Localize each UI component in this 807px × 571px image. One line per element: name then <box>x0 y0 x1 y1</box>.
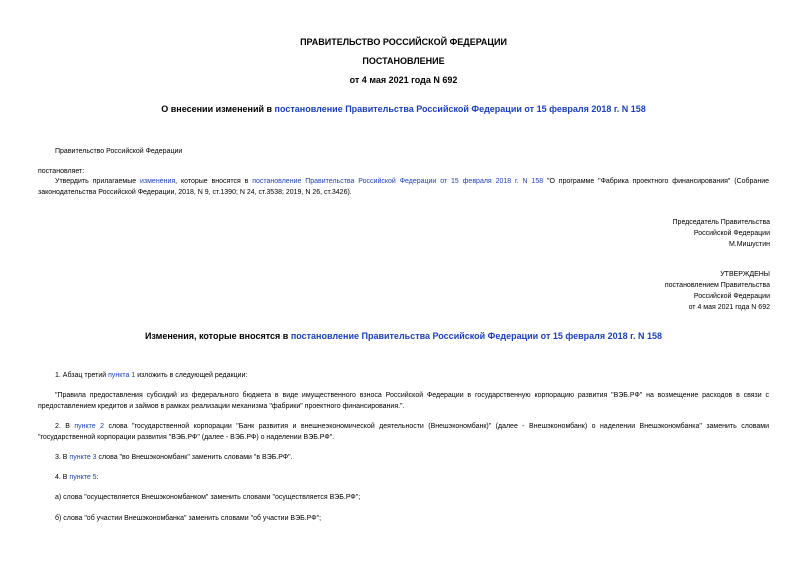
item-1-quote: "Правила предоставления субсидий из федерального бюджета в виде имущественного взноса Российской Федерации в государственную корпорацию развития "ВЭБ.РФ" на возмещение расходов в связи с предоставлением кредитов и займов в рамках реализации механизма "фабрики" проектного финансирования.". <box>38 392 769 410</box>
item-4-text-b: : <box>96 474 99 481</box>
signature-block <box>673 217 770 250</box>
document-title <box>0 104 807 114</box>
signature-line-3: М.Мишустин <box>728 241 770 248</box>
item-2-text-b: слова "государственной корпорации "Банк развития и внешнеэкономической деятельности (Внешэкономбанк)" (далее - Внешэкономбанк) о наделении Внешэкономбанка" заменить словами "государственной корпорации развития "ВЭБ.РФ" (далее - ВЭБ.РФ) о наделении ВЭБ.РФ". <box>38 423 770 441</box>
item-2-link[interactable]: пункте 2 <box>74 423 105 430</box>
item-4-sub-b: б) слова "об участии Внешэкономбанка" заменить словами "об участии ВЭБ.РФ"; <box>55 515 322 522</box>
approve-link-changes[interactable]: изменения <box>140 178 176 185</box>
document-title-prefix: О внесении изменений в <box>161 104 275 114</box>
doc-type-heading: ПОСТАНОВЛЕНИЕ <box>362 56 445 66</box>
decides-text: постановляет: <box>38 168 85 175</box>
item-4-text-a: 4. В <box>55 474 70 481</box>
approved-line-1: УТВЕРЖДЕНЫ <box>720 271 770 278</box>
changes-title <box>0 331 807 341</box>
approved-line-3: Российской Федерации <box>693 293 770 300</box>
approve-text-3: "О программе "Фабрика проектного финансирования" (Собрание законодательства Российской Федерации, 2018, N 9, ст.1390; N 24, ст.3538; 2019, N 26, ст.3426). <box>38 178 769 196</box>
document-title-link[interactable]: постановление Правительства Российской Федерации от 15 февраля 2018 г. N 158 <box>274 104 646 114</box>
item-1-link[interactable]: пункта 1 <box>108 372 136 379</box>
item-2 <box>38 421 769 443</box>
changes-title-prefix: Изменения, которые вносятся в <box>144 331 291 341</box>
item-1-text-a: 1. Абзац третий <box>55 372 109 379</box>
signature-line-2: Российской Федерации <box>693 230 770 237</box>
signature-line-1: Председатель Правительства <box>672 219 770 226</box>
item-3-link[interactable]: пункте 3 <box>69 454 97 461</box>
approve-link-resolution[interactable]: постановление Правительства Российской Федерации от 15 февраля 2018 г. N 158 <box>252 178 544 185</box>
item-4 <box>55 472 99 483</box>
changes-title-link[interactable]: постановление Правительства Российской Федерации от 15 февраля 2018 г. N 158 <box>290 331 663 341</box>
item-3 <box>55 452 293 463</box>
item-3-text-b: слова "во Внешэкономбанк" заменить словами "в ВЭБ.РФ". <box>96 454 293 461</box>
date-number-heading: от 4 мая 2021 года N 692 <box>349 75 458 85</box>
approve-text-2: , которые вносятся в <box>175 178 253 185</box>
approve-text-1: Утвердить прилагаемые <box>55 178 140 185</box>
item-2-text-a: 2. В <box>55 423 75 430</box>
approved-line-2: постановлением Правительства <box>664 282 770 289</box>
item-3-text-a: 3. В <box>55 454 70 461</box>
issuer-text: Правительство Российской Федерации <box>55 148 183 155</box>
item-4-sub-a: а) слова "осуществляется Внешэкономбанком" заменить словами "осуществляется ВЭБ.РФ"; <box>55 494 361 501</box>
approved-block <box>665 269 770 313</box>
item-1-text-b: изложить в следующей редакции: <box>135 372 248 379</box>
approve-paragraph <box>38 176 769 198</box>
government-heading: ПРАВИТЕЛЬСТВО РОССИЙСКОЙ ФЕДЕРАЦИИ <box>300 37 507 47</box>
item-1 <box>55 370 247 381</box>
approved-line-4: от 4 мая 2021 года N 692 <box>688 304 770 311</box>
item-4-link[interactable]: пункте 5 <box>69 474 97 481</box>
